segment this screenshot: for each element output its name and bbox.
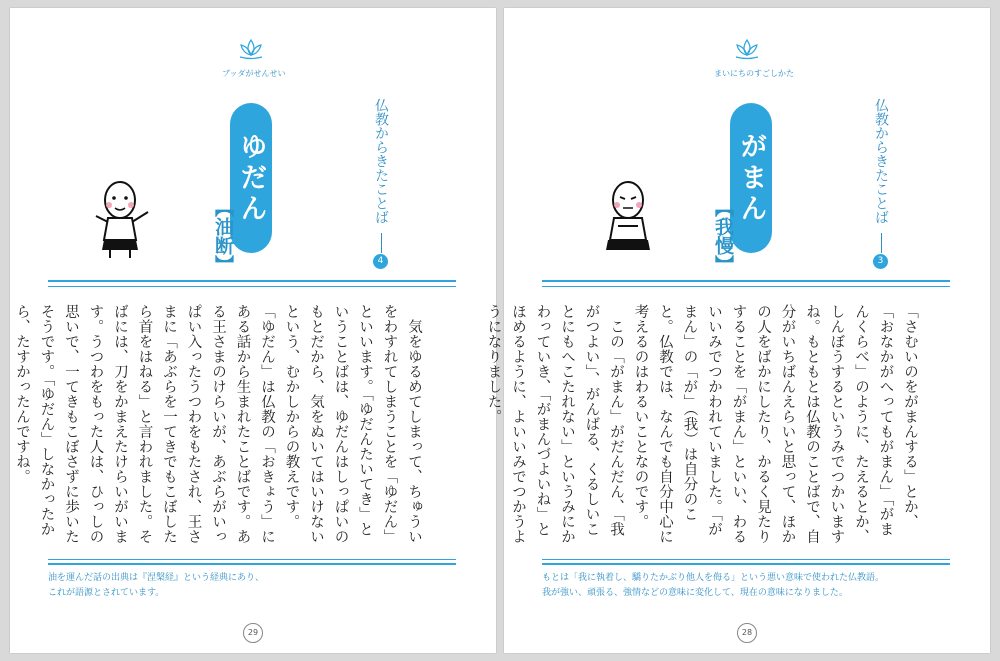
divider-bottom-thick [542, 563, 950, 565]
running-head: まいにちのすごしかた [714, 69, 794, 78]
footnote-line: これが語源とされています。 [48, 588, 165, 598]
footnote [48, 571, 458, 601]
divider-bottom [542, 559, 950, 560]
page-number: 29 [243, 623, 263, 643]
headword-kanji: 【油断】 [212, 198, 234, 274]
divider-top [542, 280, 950, 282]
body-paragraph: 「さむいのをがまんする」とか、「おなかがへってもがまん」「がまんくらべ」のように、たえるとか、しんぼうするというみでつかいますね。もともとは仏教のことばで、自分がいちばんえらいと思って、ほかの人をばかにしたり、かるく見たりすることを「がまん」といい、わるいいみでつかわれていました。「がまん」の「が」（我）は自分のこと。仏教では、なんでも自分中心に考えるのはわるいことなのです。 [632, 304, 918, 544]
entry-number-badge: 3 [873, 254, 888, 269]
body-text [485, 304, 922, 544]
monk-character-gaman [596, 178, 660, 260]
divider-top [48, 280, 456, 282]
headword-kanji: 【我慢】 [712, 198, 734, 274]
body-text [14, 304, 426, 544]
running-head: ブッダがせんせい [222, 69, 286, 78]
series-title: 仏教からきたことば [373, 98, 389, 224]
body-paragraph: 「ゆだん」は仏教の「おきょう」にある話から生まれたことばです。ある王さまのけらいが、あぶらがいっぱい入ったうつわをもたされ、王さまに「あぶらを一てきでもこぼしたら首をはねる」と言われました。そばには、刀をかまえたけらいがいます。うつわをもった人は、ひっしの思いで、一てきもこぼさずに歩いたそうです。「ゆだん」しなかったから、たすかったんですね。 [14, 304, 275, 544]
divider-bottom-thick [48, 563, 456, 565]
series-line [381, 233, 382, 253]
divider-bottom [48, 559, 456, 560]
monk-character-yudan [88, 178, 158, 260]
footnote-line: 油を運んだ話の出典は『涅槃経』という経典にあり、 [48, 573, 265, 583]
body-paragraph: この「がまん」がだんだん、「我がつよい」、がんばる、くるしいことにもへこたれない」というみにかわっていき、「がまんづよいね」とほめるように、よいいみでつかうようになりました。 [485, 304, 624, 544]
right-page [485, 8, 990, 653]
lotus-icon [236, 38, 266, 60]
headword-pill: がまん [730, 103, 772, 253]
footnote [542, 571, 952, 601]
footnote-line: もとは「我に執着し、驕りたかぶり他人を侮る」という悪い意味で使われた仏教語。 [542, 573, 885, 583]
body-paragraph: 気をゆるめてしまって、ちゅういをわすれてしまうことを「ゆだん」といいます。「ゆだんたいてき」ということばは、ゆだんはしっぱいのもとだから、気をぬいてはいけないという、むかしからの教えです。 [283, 304, 422, 544]
divider-top-thin [48, 286, 456, 287]
footnote-line: 我が強い、頑張る、強情などの意味に変化して、現在の意味になりました。 [542, 588, 848, 598]
lotus-icon [732, 38, 762, 60]
page-number: 28 [737, 623, 757, 643]
series-title: 仏教からきたことば [873, 98, 889, 224]
headword-pill: ゆだん [230, 103, 272, 253]
series-line [881, 233, 882, 253]
entry-number-badge: 4 [373, 254, 388, 269]
left-page [10, 8, 496, 653]
divider-top-thin [542, 286, 950, 287]
